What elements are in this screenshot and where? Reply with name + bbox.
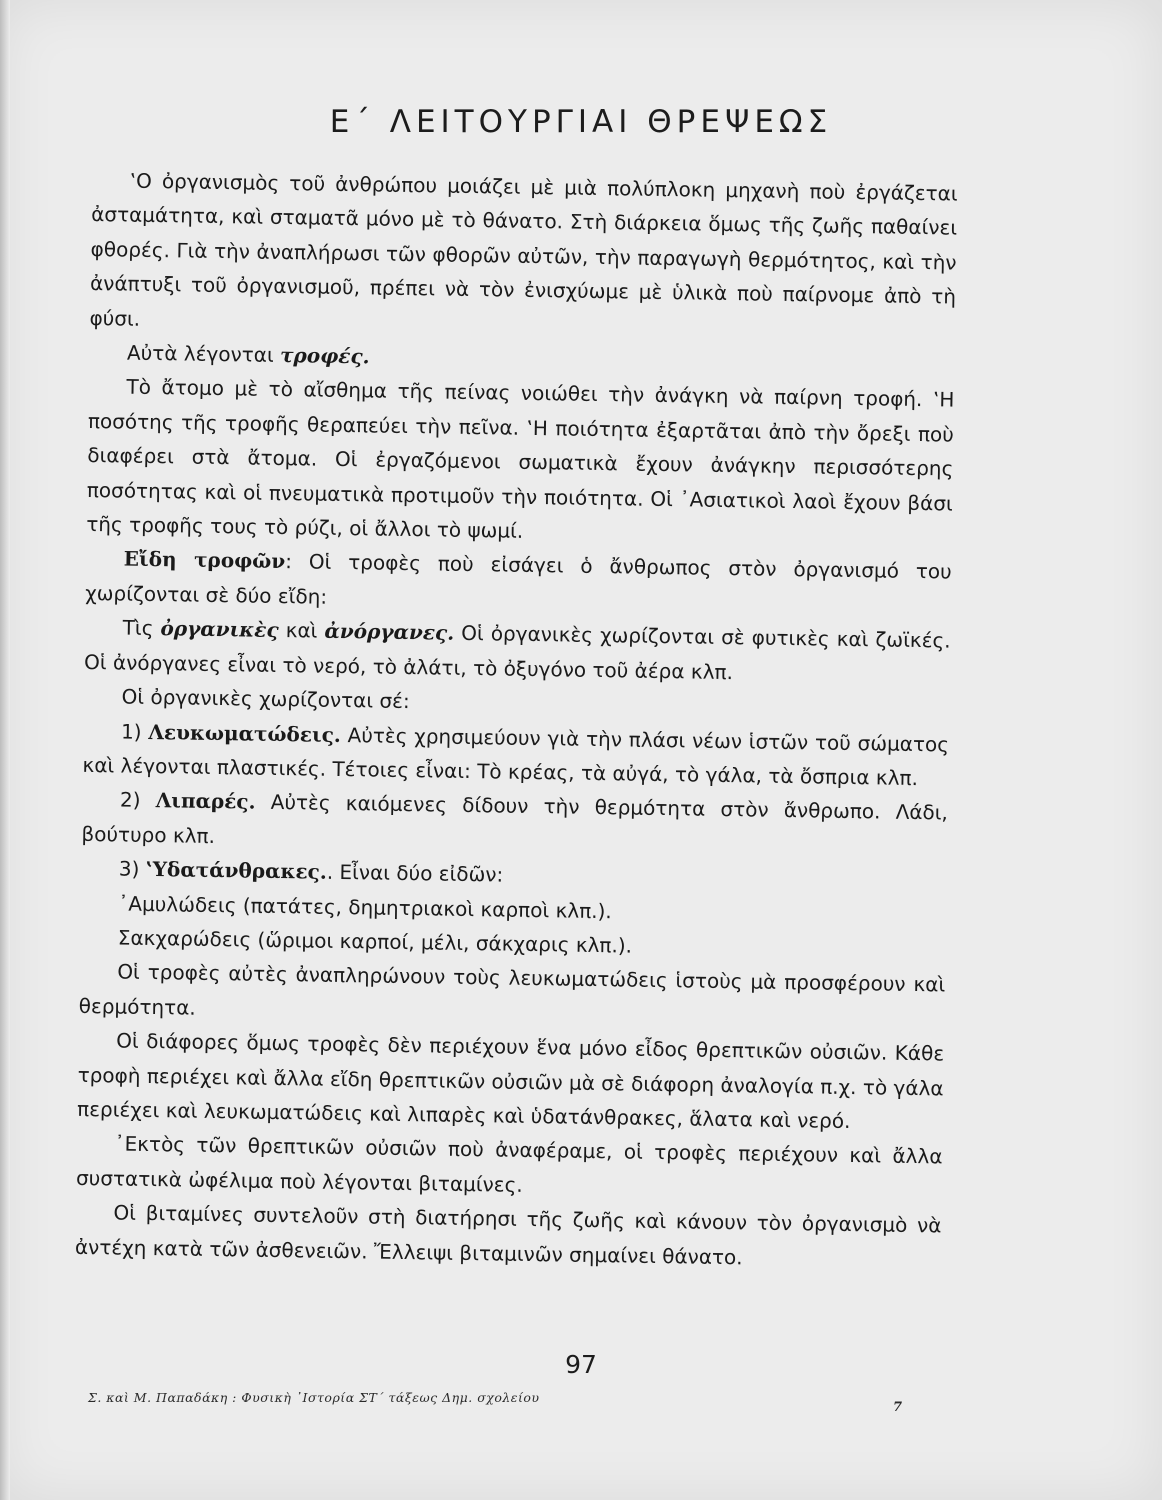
list-number: 1) bbox=[120, 719, 149, 744]
paragraph-text: Αὐτὲς χρησιμεύουν γιὰ τὴν πλάσι νέων ἱστῶν τοῦ σώματος καὶ λέγονται πλαστικές. Τέτοιες εἶναι: Τὸ κρέας, τὰ αὐγά, τὸ γάλα, τὰ ὄσπρια κλπ. bbox=[82, 722, 950, 790]
term-lipares: Λιπαρές. bbox=[155, 788, 256, 814]
term-eidi-trofon: Εἴδη τροφῶν bbox=[123, 547, 286, 574]
paragraph-vitamins-role: Οἱ βιταμίνες συντελοῦν στὴ διατήρησι τῆς ζωῆς καὶ κάνουν τὸν ὀργανισμὸ νὰ ἀντέχη κατὰ τῶν ἀσθενειῶν. Ἔλλειψι βιταμινῶν σημαίνει θάνατο. bbox=[74, 1200, 942, 1269]
term-organikes: ὀργανικὲς bbox=[160, 616, 279, 643]
paragraph-text: Οἱ ὀργανικὲς χωρίζονται σὲ φυτικὲς καὶ ζωϊκές. Οἱ ἀνόργανες εἶναι τὸ νερό, τὸ ἀλάτι, τὸ ὀξυγόνο τοῦ ἀέρα κλπ. bbox=[83, 621, 951, 684]
paragraph-text: . Εἶναι δύο εἰδῶν: bbox=[326, 859, 504, 887]
term-leukomatodeis: Λευκωματώδεις. bbox=[148, 719, 342, 747]
paragraph-text: Αὐτὲς καιόμενες δίδουν τὴν θερμότητα στὸν ἄνθρωπο. Λάδι, βούτυρο κλπ. bbox=[81, 789, 949, 848]
chapter-title: Ε΄ ΛΕΙΤΟΥΡΓΙΑΙ ΘΡΕΨΕΩΣ bbox=[329, 104, 833, 140]
paragraph-organic-split: Οἱ ὀργανικὲς χωρίζονται σέ: bbox=[121, 684, 410, 714]
term-trofes: τροφές. bbox=[279, 343, 370, 369]
signature-mark: 7 bbox=[893, 1400, 903, 1415]
list-number: 3) bbox=[118, 856, 146, 882]
paragraph-text: καὶ bbox=[278, 618, 325, 643]
paragraph-text: Αὐτὰ λέγονται bbox=[126, 340, 281, 368]
paragraph-text: : Οἱ τροφὲς ποὺ εἰσάγει ὁ ἄνθρωπος στὸν ὀργανισμό του χωρίζονται σὲ δύο εἴδη: bbox=[85, 549, 952, 609]
paragraph-vitamins-intro: ᾿Εκτὸς τῶν θρεπτικῶν οὐσιῶν ποὺ ἀναφέραμε, οἱ τροφὲς περιέχουν καὶ ἄλλα συστατικὰ ὠφέλιμα ποὺ λέγονται βιταμίνες. bbox=[75, 1131, 943, 1197]
body-text bbox=[75, 163, 958, 1277]
paragraph-text: Τὶς bbox=[122, 615, 161, 641]
paragraph-starches: ᾿Αμυλώδεις (πατάτες, δημητριακοὶ καρποὶ κλπ.). bbox=[118, 891, 612, 923]
term-anorganes: ἀνόργανες. bbox=[324, 618, 455, 646]
footer-citation: Σ. καὶ Μ. Παπαδάκη : Φυσικὴ ᾿Ιστορία ΣΤ΄ τάξεως Δημ. σχολείου bbox=[88, 1390, 540, 1405]
page-number: 97 bbox=[565, 1350, 597, 1379]
list-number: 2) bbox=[119, 787, 156, 813]
paragraph-hunger: Τὸ ἄτομο μὲ τὸ αἴσθημα τῆς πείνας νοιώθει τὴν ἀνάγκη νὰ παίρνη τροφή. ‛Η ποσότης τῆς τροφῆς θεραπεύει τὴν πεῖνα. ‛Η ποιότητα ἐξαρτᾶται ἀπὸ τὴν ὄρεξι ποὺ διαφέρει στὰ ἄτομα. Οἱ ἐργαζόμενοι σωματικὰ ἔχουν ἀνάγκην περισσότερης ποσότητας καὶ οἱ πνευματικὰ προτιμοῦν τὴν ποιότητα. Οἱ ᾿Ασιατικοὶ λαοὶ ἔχουν βάσι τῆς τροφῆς τους τὸ ρύζι, οἱ ἄλλοι τὸ ψωμί. bbox=[86, 375, 955, 543]
paragraph-sugars: Σακχαρώδεις (ὥριμοι καρποί, μέλι, σάκχαρις κλπ.). bbox=[117, 925, 633, 958]
paragraph-intro: ‛Ο ὀργανισμὸς τοῦ ἀνθρώπου μοιάζει μὲ μιὰ πολύπλοκη μηχανὴ ποὺ ἐργάζεται ἀσταμάτητα, καὶ σταματᾶ μόνο μὲ τὸ θάνατο. Στὴ διάρκεια ὅμως τῆς ζωῆς παθαίνει φθορές. Γιὰ τὴν ἀναπλήρωσι τῶν φθορῶν αὐτῶν, τὴν παραγωγὴ θερμότητος, καὶ τὴν ἀνάπτυξι τοῦ ὀργανισμοῦ, πρέπει νὰ τὸν ἐνισχύωμε μὲ ὑλικὰ ποὺ παίρνομε ἀπὸ τὴ φύσι. bbox=[89, 168, 958, 331]
paragraph-replenish: Οἱ τροφὲς αὐτὲς ἀναπληρώνουν τοὺς λευκωματώδεις ἱστοὺς μὰ προσφέρουν καὶ θερμότητα. bbox=[78, 959, 946, 1020]
term-ydatanthrakes: ‛Υδατάνθρακες. bbox=[145, 857, 327, 884]
paragraph-nutrients: Οἱ διάφορες ὅμως τροφὲς δὲν περιέχουν ἕνα μόνο εἶδος θρεπτικῶν οὐσιῶν. Κάθε τροφὴ περιέχει καὶ ἄλλα εἴδη θρεπτικῶν οὐσιῶν μὰ σὲ διάφορη ἀναλογία π.χ. τὸ γάλα περιέχει καὶ λευκωματώδεις καὶ λιπαρὲς καὶ ὑδατάνθρακες, ἅλατα καὶ νερό. bbox=[76, 1028, 945, 1133]
page-edge-shadow bbox=[0, 0, 10, 1500]
